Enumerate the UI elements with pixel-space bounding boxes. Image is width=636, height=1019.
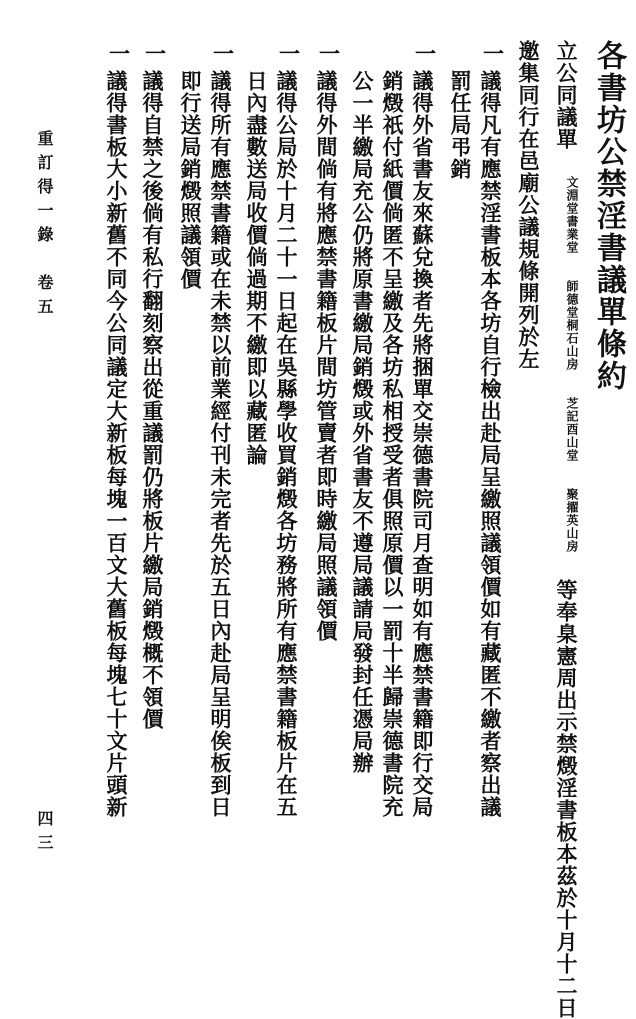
header-prefix: 立公同議單 (554, 40, 579, 150)
shop-names-group-2 (564, 280, 579, 371)
item-4-line-2: 日內盡數送局收價倘過期不繳即以藏匿論 (244, 70, 269, 466)
item-1-line-2: 罰任局弔銷 (448, 70, 473, 180)
shop-name: 文淵堂 (565, 176, 579, 215)
bullet-mark: 一 (415, 41, 436, 66)
item-2-line-1: 議得外省書友來蘇兌換者先將捆單交崇德書院司月查明如有應禁書籍即行交局 (410, 70, 435, 818)
bullet-mark: 一 (279, 41, 300, 66)
shop-name: 芝記 (565, 397, 579, 423)
header-suffix: 等奉臬憲周出示禁燬淫書板本茲於十月十二日 (554, 579, 579, 1019)
shop-names-group-4 (564, 488, 579, 553)
page-title: 各書坊公禁淫書議單條約 (591, 40, 626, 392)
shop-name: 書業堂 (565, 215, 579, 254)
shop-names-group-1 (564, 176, 579, 254)
page-number: 四三 (35, 810, 54, 858)
bullet-mark: 一 (213, 41, 234, 66)
item-5-line-1: 議得所有應禁書籍或在未禁以前業經付刊未完者先於五日內赴局呈明俟板到日 (208, 70, 233, 818)
shop-names-group-3 (564, 397, 579, 462)
item-2-line-2: 銷燬祇付紙價倘匿不呈繳及各坊私相授受者俱照原價以一罰十半歸崇德書院充 (380, 70, 405, 818)
shop-name: 師德堂 (565, 280, 579, 319)
shop-name: 聚 (565, 488, 579, 501)
item-4-line-1: 議得公局於十月二十一日起在吳縣學收買銷燬各坊務將所有應禁書籍板片在五 (274, 70, 299, 818)
bullet-mark: 一 (319, 41, 340, 66)
bullet-mark: 一 (145, 41, 166, 66)
item-7-line-1: 議得書板大小新舊不同今公同議定大新板每塊一百文大舊板每塊七十文片頭新 (104, 70, 129, 818)
item-2-line-3: 公一半繳局充公仍將原書繳局銷燬或外省書友不遵局議請局發封任憑局辦 (350, 70, 375, 774)
item-5-line-2: 即行送局銷燬照議領價 (178, 70, 203, 290)
header-line-2: 邀集同行在邑廟公議規條開列於左 (516, 40, 541, 370)
item-6-line-1: 議得自禁之後倘有私行翻刻察出從重議罰仍將板片繳局銷燬概不領價 (140, 70, 165, 730)
header-line-1 (552, 40, 580, 1019)
shop-name: 酉山堂 (565, 423, 579, 462)
shop-name: 擢英山房 (565, 501, 579, 553)
item-1-line-1: 議得凡有應禁淫書板本各坊自行檢出赴局呈繳照議領價如有藏匿不繳者察出議 (478, 70, 503, 818)
bullet-mark: 一 (109, 41, 130, 66)
bullet-mark: 一 (483, 41, 504, 66)
item-3-line-1: 議得外間倘有將應禁書籍板片間坊管賣者即時繳局照議領價 (314, 70, 339, 642)
shop-name: 桐石山房 (565, 319, 579, 371)
running-footer: 重訂得一錄 卷五 (35, 130, 54, 322)
